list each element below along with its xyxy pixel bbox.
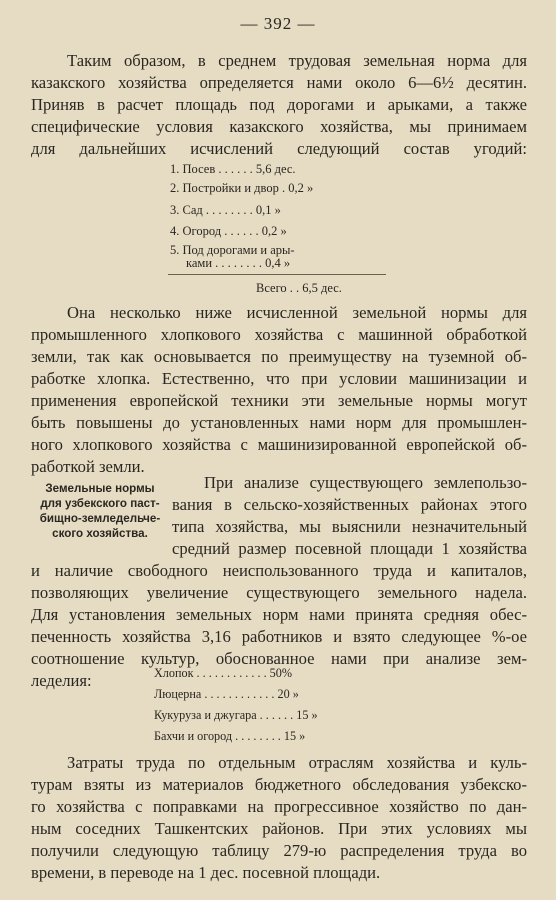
- list-item: Люцерна . . . . . . . . . . . . 20 »: [154, 687, 299, 701]
- page-number: — 392 —: [240, 14, 316, 33]
- text-line: и наличие свободного неиспользованного труда и капиталов,: [31, 561, 527, 580]
- text-line: казакского хозяйства определяется нами около 6—6½ десятин.: [31, 73, 527, 92]
- text-line: позволяющих увеличение существующего земельного надела.: [31, 583, 527, 602]
- list-item: 1. Посев . . . . . . 5,6 дес.: [170, 162, 296, 176]
- text-line: леделия:: [31, 671, 92, 690]
- text-line: соотношение культур, обоснованное нами при анализе зем-: [31, 649, 527, 668]
- side-heading-line: ского хозяйства.: [52, 527, 148, 540]
- text-line: печенность хозяйства 3,16 работников и взято следующее %-ое: [31, 627, 527, 646]
- paragraph-1: [31, 50, 527, 160]
- side-heading: [32, 481, 168, 541]
- text-line: работкой земли.: [31, 457, 145, 476]
- text-line: работке хлопка. Естественно, что при условии машинизации и: [31, 369, 527, 388]
- list-item: 3. Сад . . . . . . . . 0,1 »: [170, 203, 281, 217]
- paragraph-2: [31, 302, 527, 478]
- text-line: времени, в переводе на 1 дес. посевной площади.: [31, 863, 381, 882]
- list-item: 2. Постройки и двор . 0,2 »: [170, 181, 314, 195]
- text-line: для дальнейших исчислений следующий состав угодий:: [31, 139, 527, 158]
- text-line: земли, так как основывается по преимуществу на туземной об-: [31, 347, 527, 366]
- list-item: Кукуруза и джугара . . . . . . 15 »: [154, 708, 318, 722]
- list-item: 4. Огород . . . . . . 0,2 »: [170, 224, 287, 238]
- text-line: средний размер посевной площади 1 хозяйства: [172, 539, 527, 558]
- text-line: применения европейской техники эти земельные нормы могут: [31, 391, 527, 410]
- list-item: Бахчи и огород . . . . . . . . 15 »: [154, 729, 306, 743]
- text-line: ного хлопкового хозяйства с машинизированной европейской об-: [31, 435, 527, 454]
- list-item: 5. Под дорогами и ары-: [170, 243, 295, 257]
- text-line: Она несколько ниже исчисленной земельной нормы для: [67, 303, 527, 322]
- text-line: Таким образом, в среднем трудовая земельная норма для: [67, 51, 527, 70]
- list-item: Хлопок . . . . . . . . . . . . 50%: [154, 666, 293, 680]
- total-rule: [168, 274, 386, 275]
- list-item: ками . . . . . . . . 0,4 »: [186, 256, 291, 270]
- text-line: быть повышены до установленных нами норм для промышлен-: [31, 413, 527, 432]
- text-line: вания в сельско-хозяйственных районах этого: [172, 495, 527, 514]
- side-heading-line: для узбекского паст-: [40, 497, 160, 510]
- side-heading-line: бищно-земледельче-: [39, 512, 161, 525]
- text-line: При анализе существующего землепользо-: [204, 473, 527, 492]
- text-line: промышленного хлопкового хозяйства с машинной обработкой: [31, 325, 527, 344]
- text-line: турам взяты из материалов бюджетного обследования узбекско-: [31, 775, 527, 794]
- text-line: Затраты труда по отдельным отраслям хозяйства и куль-: [67, 753, 527, 772]
- text-line: го хозяйства с поправками на прогрессивное хозяйство по дан-: [31, 797, 527, 816]
- text-line: типа хозяйства, мы выяснили незначительный: [172, 517, 527, 536]
- side-heading-line: Земельные нормы: [45, 482, 155, 495]
- paragraph-3-wrap: [172, 472, 527, 560]
- text-line: получили следующую таблицу 279-ю распределения труда во: [31, 841, 527, 860]
- text-line: ным соседних Ташкентских районов. При этих условиях мы: [31, 819, 527, 838]
- paragraph-4: [31, 752, 527, 884]
- list-total: Всего . . 6,5 дес.: [256, 281, 342, 295]
- text-line: специфические условия казакского хозяйства, мы принимаем: [31, 117, 527, 136]
- text-line: Приняв в расчет площадь под дорогами и арыками, а также: [31, 95, 527, 114]
- text-line: Для установления земельных норм нами принята средняя обес-: [31, 605, 527, 624]
